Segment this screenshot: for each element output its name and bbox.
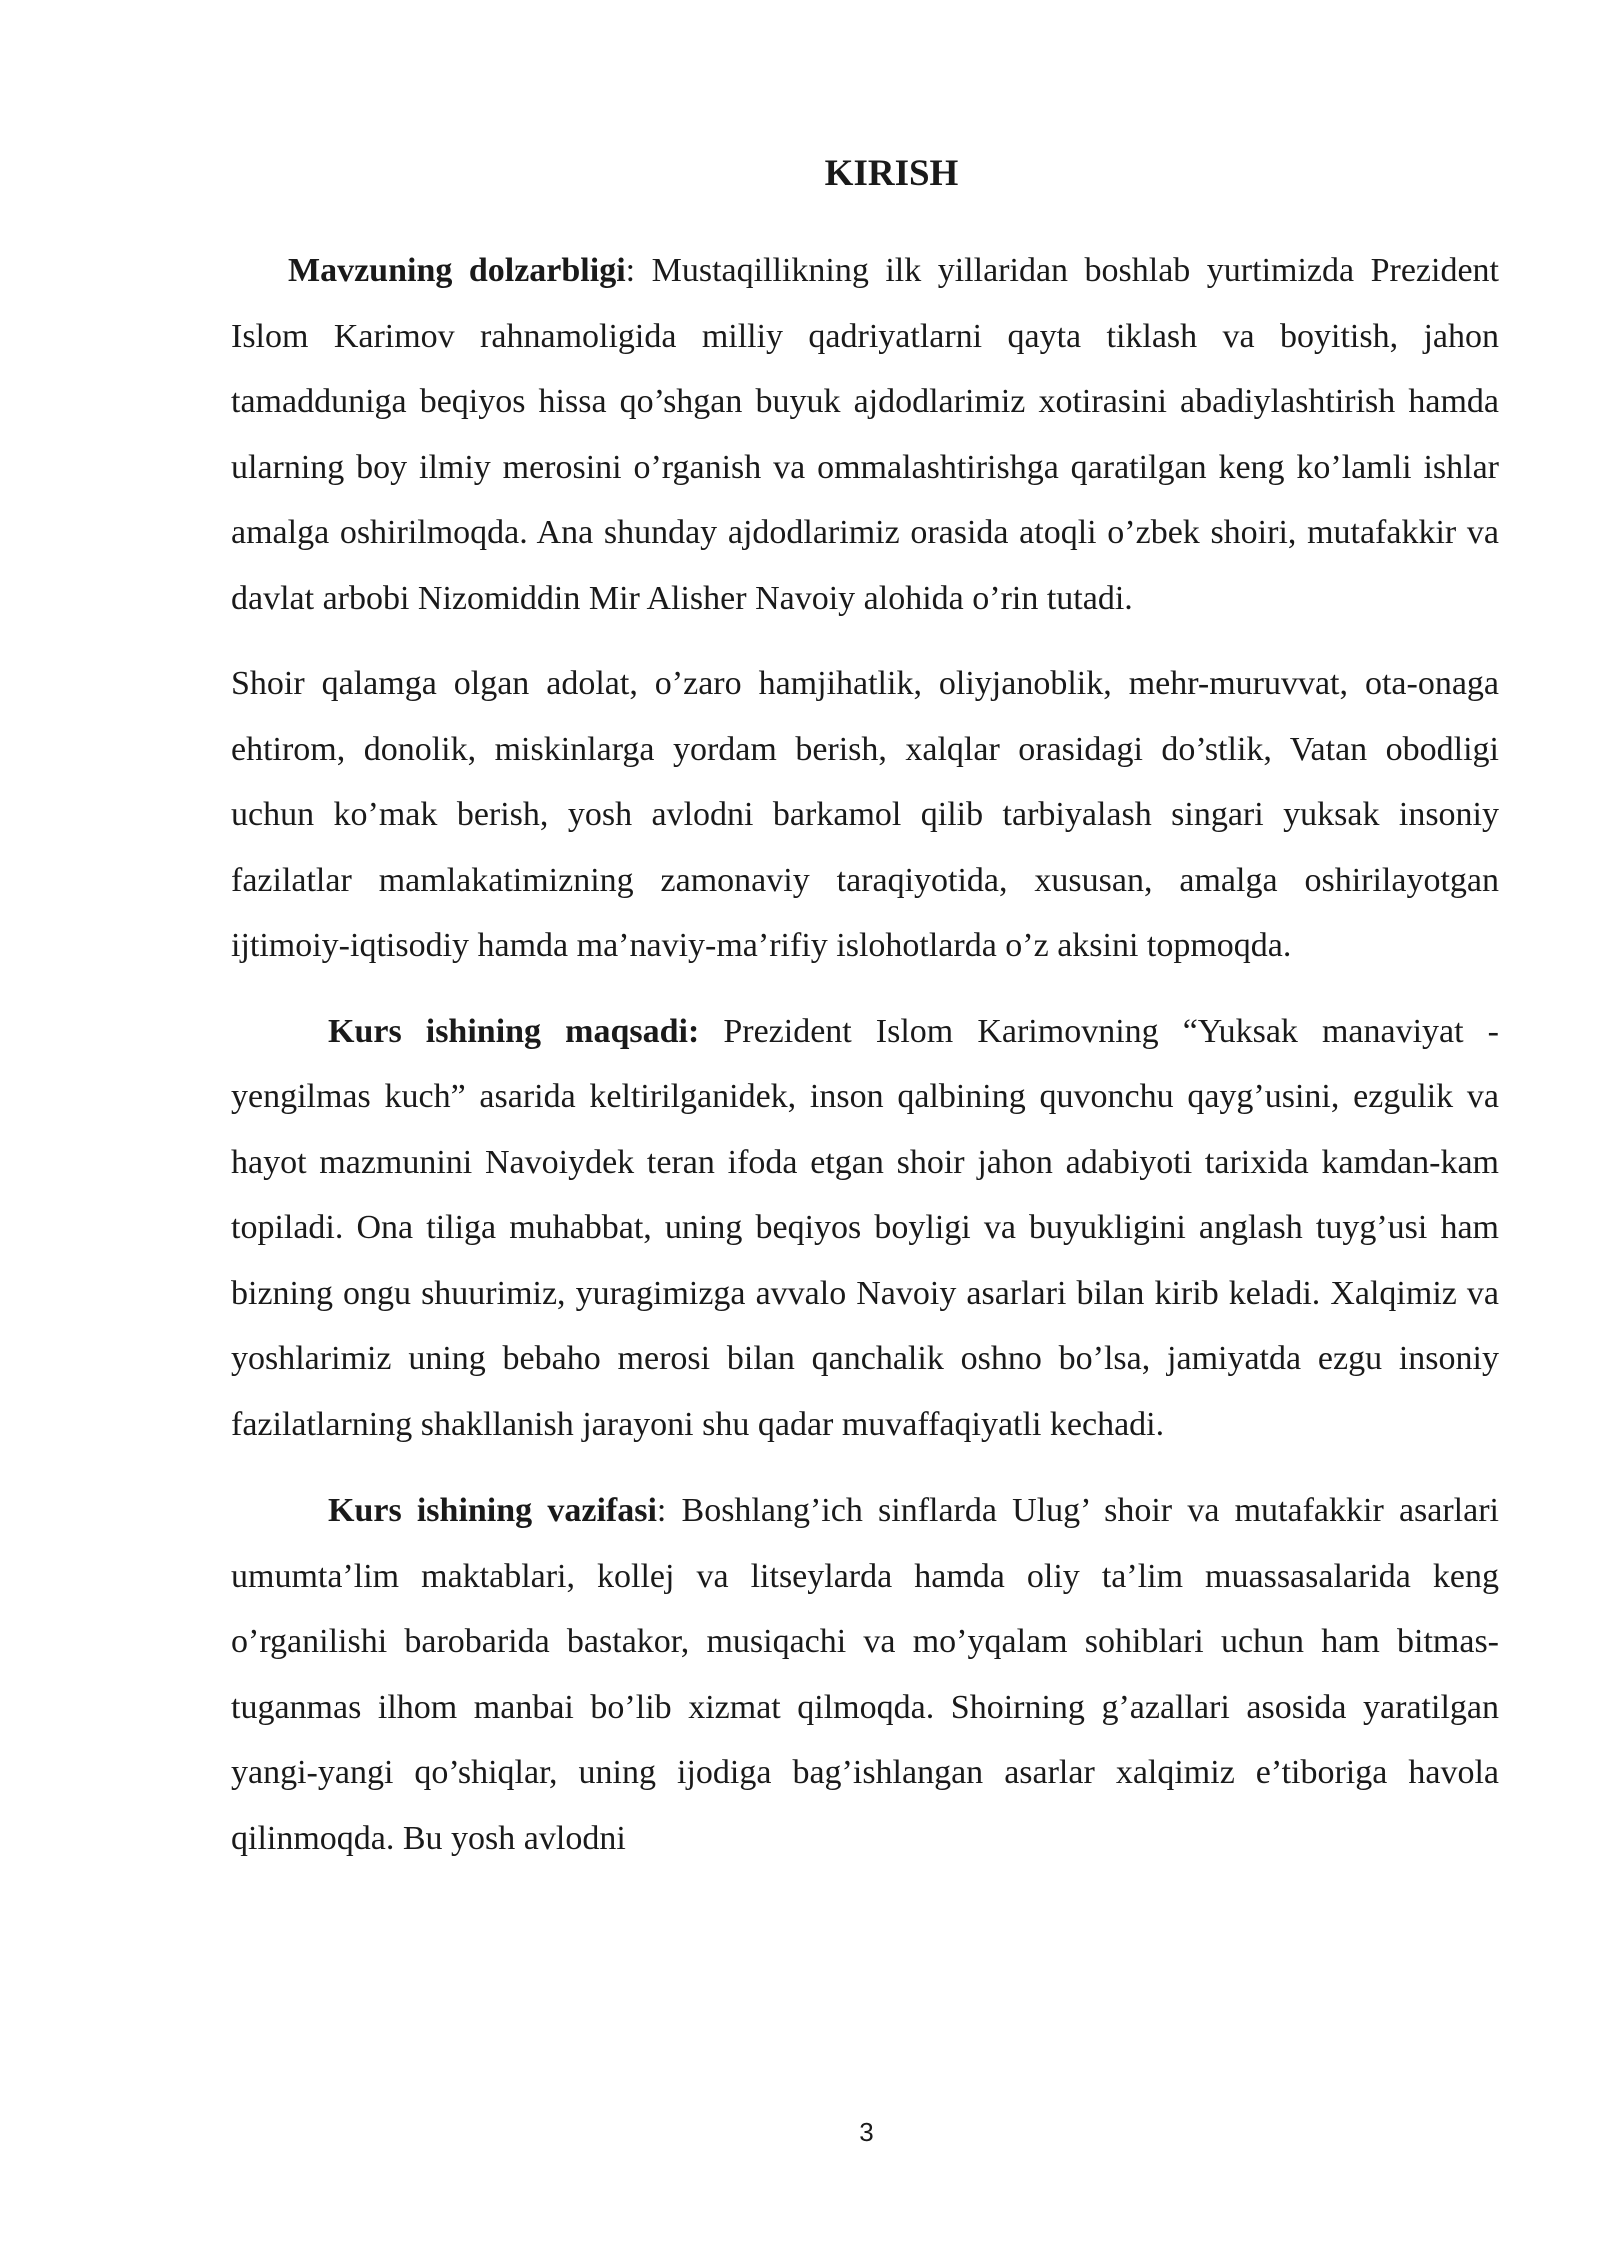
paragraph-task bbox=[231, 1478, 1499, 1871]
paragraph-text-relevance: : Mustaqillikning ilk yillaridan boshlab yurtimizda Prezident Islom Karimov rahnamoligida milliy qadriyatlarni qayta tiklash va boyitish, jahon tamadduniga beqiyos hissa qo’shgan buyuk ajdodlarimiz xotirasini abadiylashtirish hamda ularning boy ilmiy merosini o’rganish va ommalashtirishga qaratilgan keng ko’lamli ishlar amalga oshirilmoqda. Ana shunday ajdodlarimiz orasida atoqli o’zbek shoiri, mutafakkir va davlat arbobi Nizomiddin Mir Alisher Navoiy alohida o’rin tutadi. bbox=[231, 252, 1499, 617]
paragraph-text-goal: Prezident Islom Karimovning “Yuksak manaviyat - yengilmas kuch” asarida keltirilganidek, inson qalbining quvonchu qayg’usini, ezgulik va hayot mazmunini Navoiydek teran ifoda etgan shoir jahon adabiyoti tarixida kamdan-kam topiladi. Ona tiliga muhabbat, uning beqiyos boyligi va buyukligini anglash tuyg’usi ham bizning ongu shuurimiz, yuragimizga avvalo Navoiy asarlari bilan kirib keladi. Xalqimiz va yoshlarimiz uning bebaho merosi bilan qanchalik oshno bo’lsa, jamiyatda ezgu insoniy fazilatlarning shakllanish jarayoni shu qadar muvaffaqiyatli kechadi. bbox=[231, 1012, 1499, 1443]
paragraph-lead-goal: Kurs ishining maqsadi: bbox=[328, 1012, 700, 1050]
page-title: KIRISH bbox=[824, 153, 959, 194]
paragraph-text-poet-virtues: Shoir qalamga olgan adolat, o’zaro hamjihatlik, oliyjanoblik, mehr-muruvvat, ota-onaga ehtirom, donolik, miskinlarga yordam berish, xalqlar orasidagi do’stlik, Vatan obodligi uchun ko’mak berish, yosh avlodni barkamol qilib tarbiyalash singari yuksak insoniy fazilatlar mamlakatimizning zamonaviy taraqiyotida, xususan, amalga oshirilayotgan ijtimoiy-iqtisodiy hamda ma’naviy-ma’rifiy islohotlarda o’z aksini topmoqda. bbox=[231, 665, 1499, 964]
paragraph-relevance bbox=[231, 238, 1499, 631]
body-text bbox=[231, 238, 1499, 1871]
paragraph-lead-relevance: Mavzuning dolzarbligi bbox=[288, 252, 626, 289]
paragraph-poet-virtues bbox=[231, 651, 1499, 979]
paragraph-goal bbox=[231, 999, 1499, 1458]
paragraph-text-task: : Boshlang’ich sinflarda Ulug’ shoir va mutafakkir asarlari umumta’lim maktablari, kollej va litseylarda hamda oliy ta’lim muassasalarida keng o’rganilishi barobarida bastakor, musiqachi va mo’yqalam sohiblari uchun ham bitmas-tuganmas ilhom manbai bo’lib xizmat qilmoqda. Shoirning g’azallari asosida yaratilgan yangi-yangi qo’shiqlar, uning ijodiga bag’ishlangan asarlar xalqimiz e’tiboriga havola qilinmoqda. Bu yosh avlodni bbox=[231, 1492, 1499, 1857]
paragraph-lead-task: Kurs ishining vazifasi bbox=[328, 1492, 657, 1529]
page-number: 3 bbox=[859, 2117, 874, 2147]
